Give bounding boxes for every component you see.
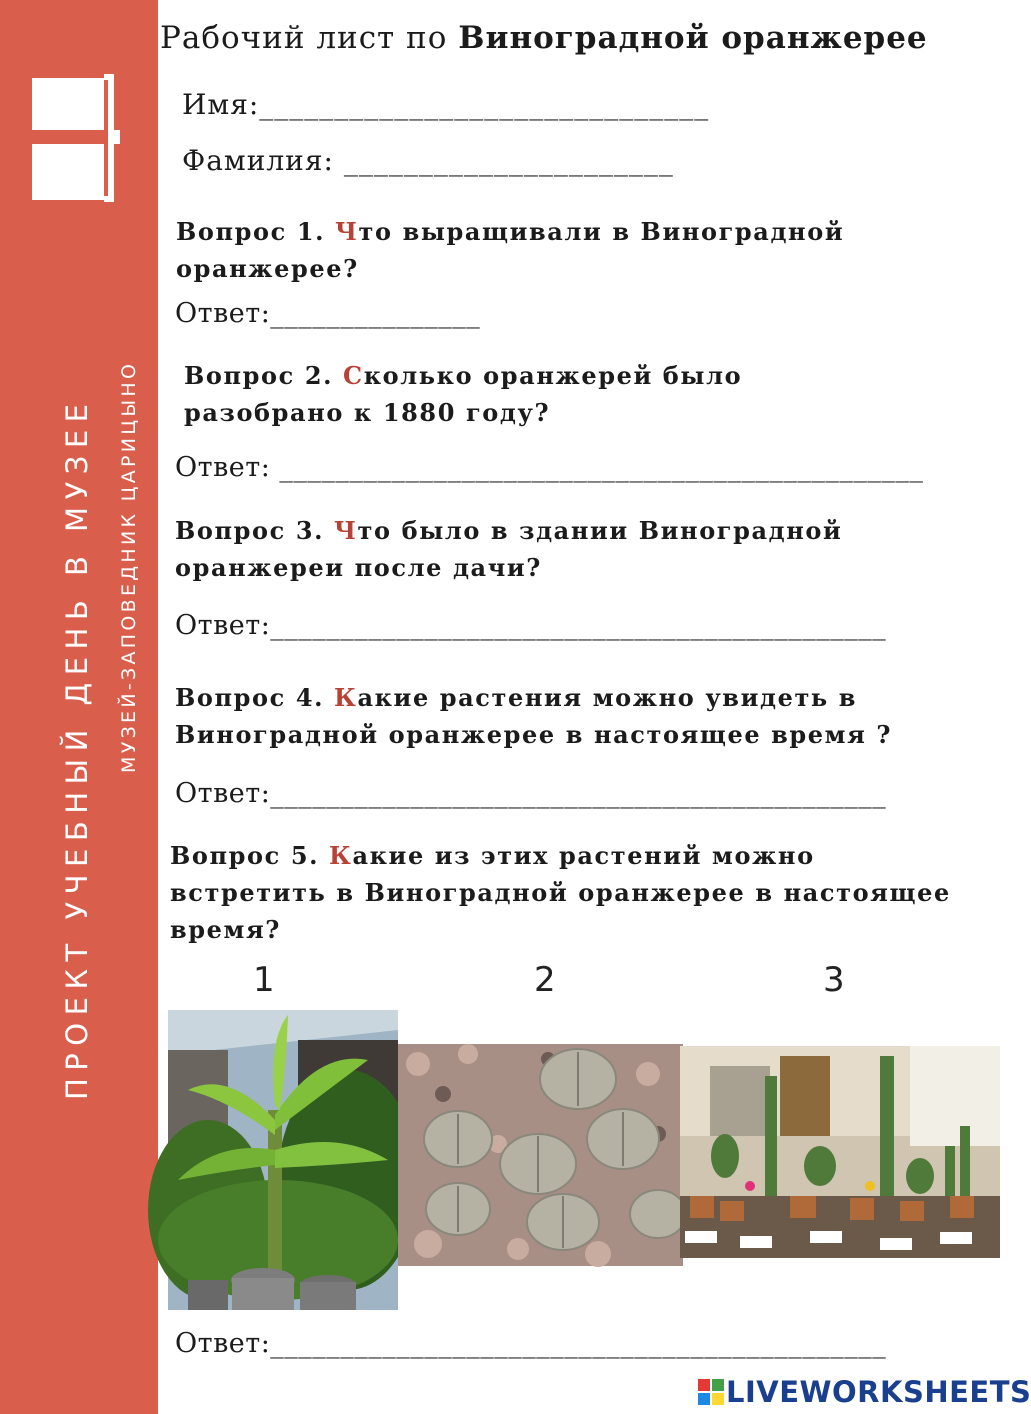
answer-field-5[interactable]: Ответ:____________________________________________ — [175, 1328, 887, 1359]
question-text-line2: разобрано к 1880 году? — [184, 398, 551, 427]
cactus-collection-image[interactable] — [680, 1046, 1000, 1258]
question-label: Вопрос 3. — [175, 516, 335, 545]
page-title — [160, 20, 928, 56]
question-1 — [176, 213, 844, 287]
title-bold: Виноградной оранжерее — [458, 20, 928, 56]
image-number-2: 2 — [534, 960, 556, 1000]
question-text: колько оранжерей было — [363, 361, 743, 390]
watermark-text: LIVEWORKSHEETS — [726, 1375, 1031, 1409]
question-5 — [170, 837, 951, 948]
question-text: то выращивали в Виноградной — [358, 217, 845, 246]
question-text: акие растения можно увидеть в — [357, 683, 858, 712]
answer-field-4[interactable]: Ответ:____________________________________________ — [175, 778, 887, 809]
question-label: Вопрос 2. — [184, 361, 344, 390]
title-prefix: Рабочий лист по — [160, 20, 459, 56]
lithops-image[interactable] — [398, 1044, 683, 1266]
question-3 — [175, 512, 842, 586]
question-label: Вопрос 5. — [170, 841, 330, 870]
question-text-line3: время? — [170, 915, 281, 944]
question-4 — [175, 679, 892, 753]
question-initial: К — [334, 683, 358, 712]
image-number-3: 3 — [823, 960, 845, 1000]
question-initial: Ч — [334, 516, 358, 545]
question-initial: Ч — [335, 217, 359, 246]
museum-subtitle: МУЗЕЙ-ЗАПОВЕДНИК ЦАРИЦЫНО — [118, 360, 140, 773]
sidebar — [0, 0, 158, 1414]
question-initial: С — [343, 361, 364, 390]
image-number-1: 1 — [253, 960, 275, 1000]
question-text-line2: оранжереи после дачи? — [175, 553, 542, 582]
liveworksheets-watermark[interactable] — [698, 1375, 1031, 1409]
answer-field-2[interactable]: Ответ: ______________________________________________ — [175, 452, 924, 483]
question-text: то было в здании Виноградной — [357, 516, 843, 545]
answer-field-3[interactable]: Ответ:____________________________________________ — [175, 610, 887, 641]
question-text: акие из этих растений можно — [352, 841, 815, 870]
surname-field[interactable]: Фамилия: ______________________ — [182, 144, 674, 177]
question-text-line2: Виноградной оранжерее в настоящее время ? — [175, 720, 893, 749]
answer-field-1[interactable]: Ответ:_______________ — [175, 298, 481, 329]
question-label: Вопрос 4. — [175, 683, 335, 712]
question-text-line2: оранжерее? — [176, 254, 359, 283]
project-title: ПРОЕКТ УЧЕБНЫЙ ДЕНЬ В МУЗЕЕ — [60, 396, 94, 1100]
question-initial: К — [329, 841, 353, 870]
question-2 — [184, 357, 742, 431]
banana-plant-image[interactable] — [168, 1010, 398, 1310]
open-book-icon — [30, 72, 122, 206]
name-field[interactable]: Имя:______________________________ — [182, 88, 710, 121]
question-text-line2: встретить в Виноградной оранжерее в настоящее — [170, 878, 951, 907]
question-label: Вопрос 1. — [176, 217, 336, 246]
liveworksheets-logo-icon — [698, 1379, 724, 1405]
